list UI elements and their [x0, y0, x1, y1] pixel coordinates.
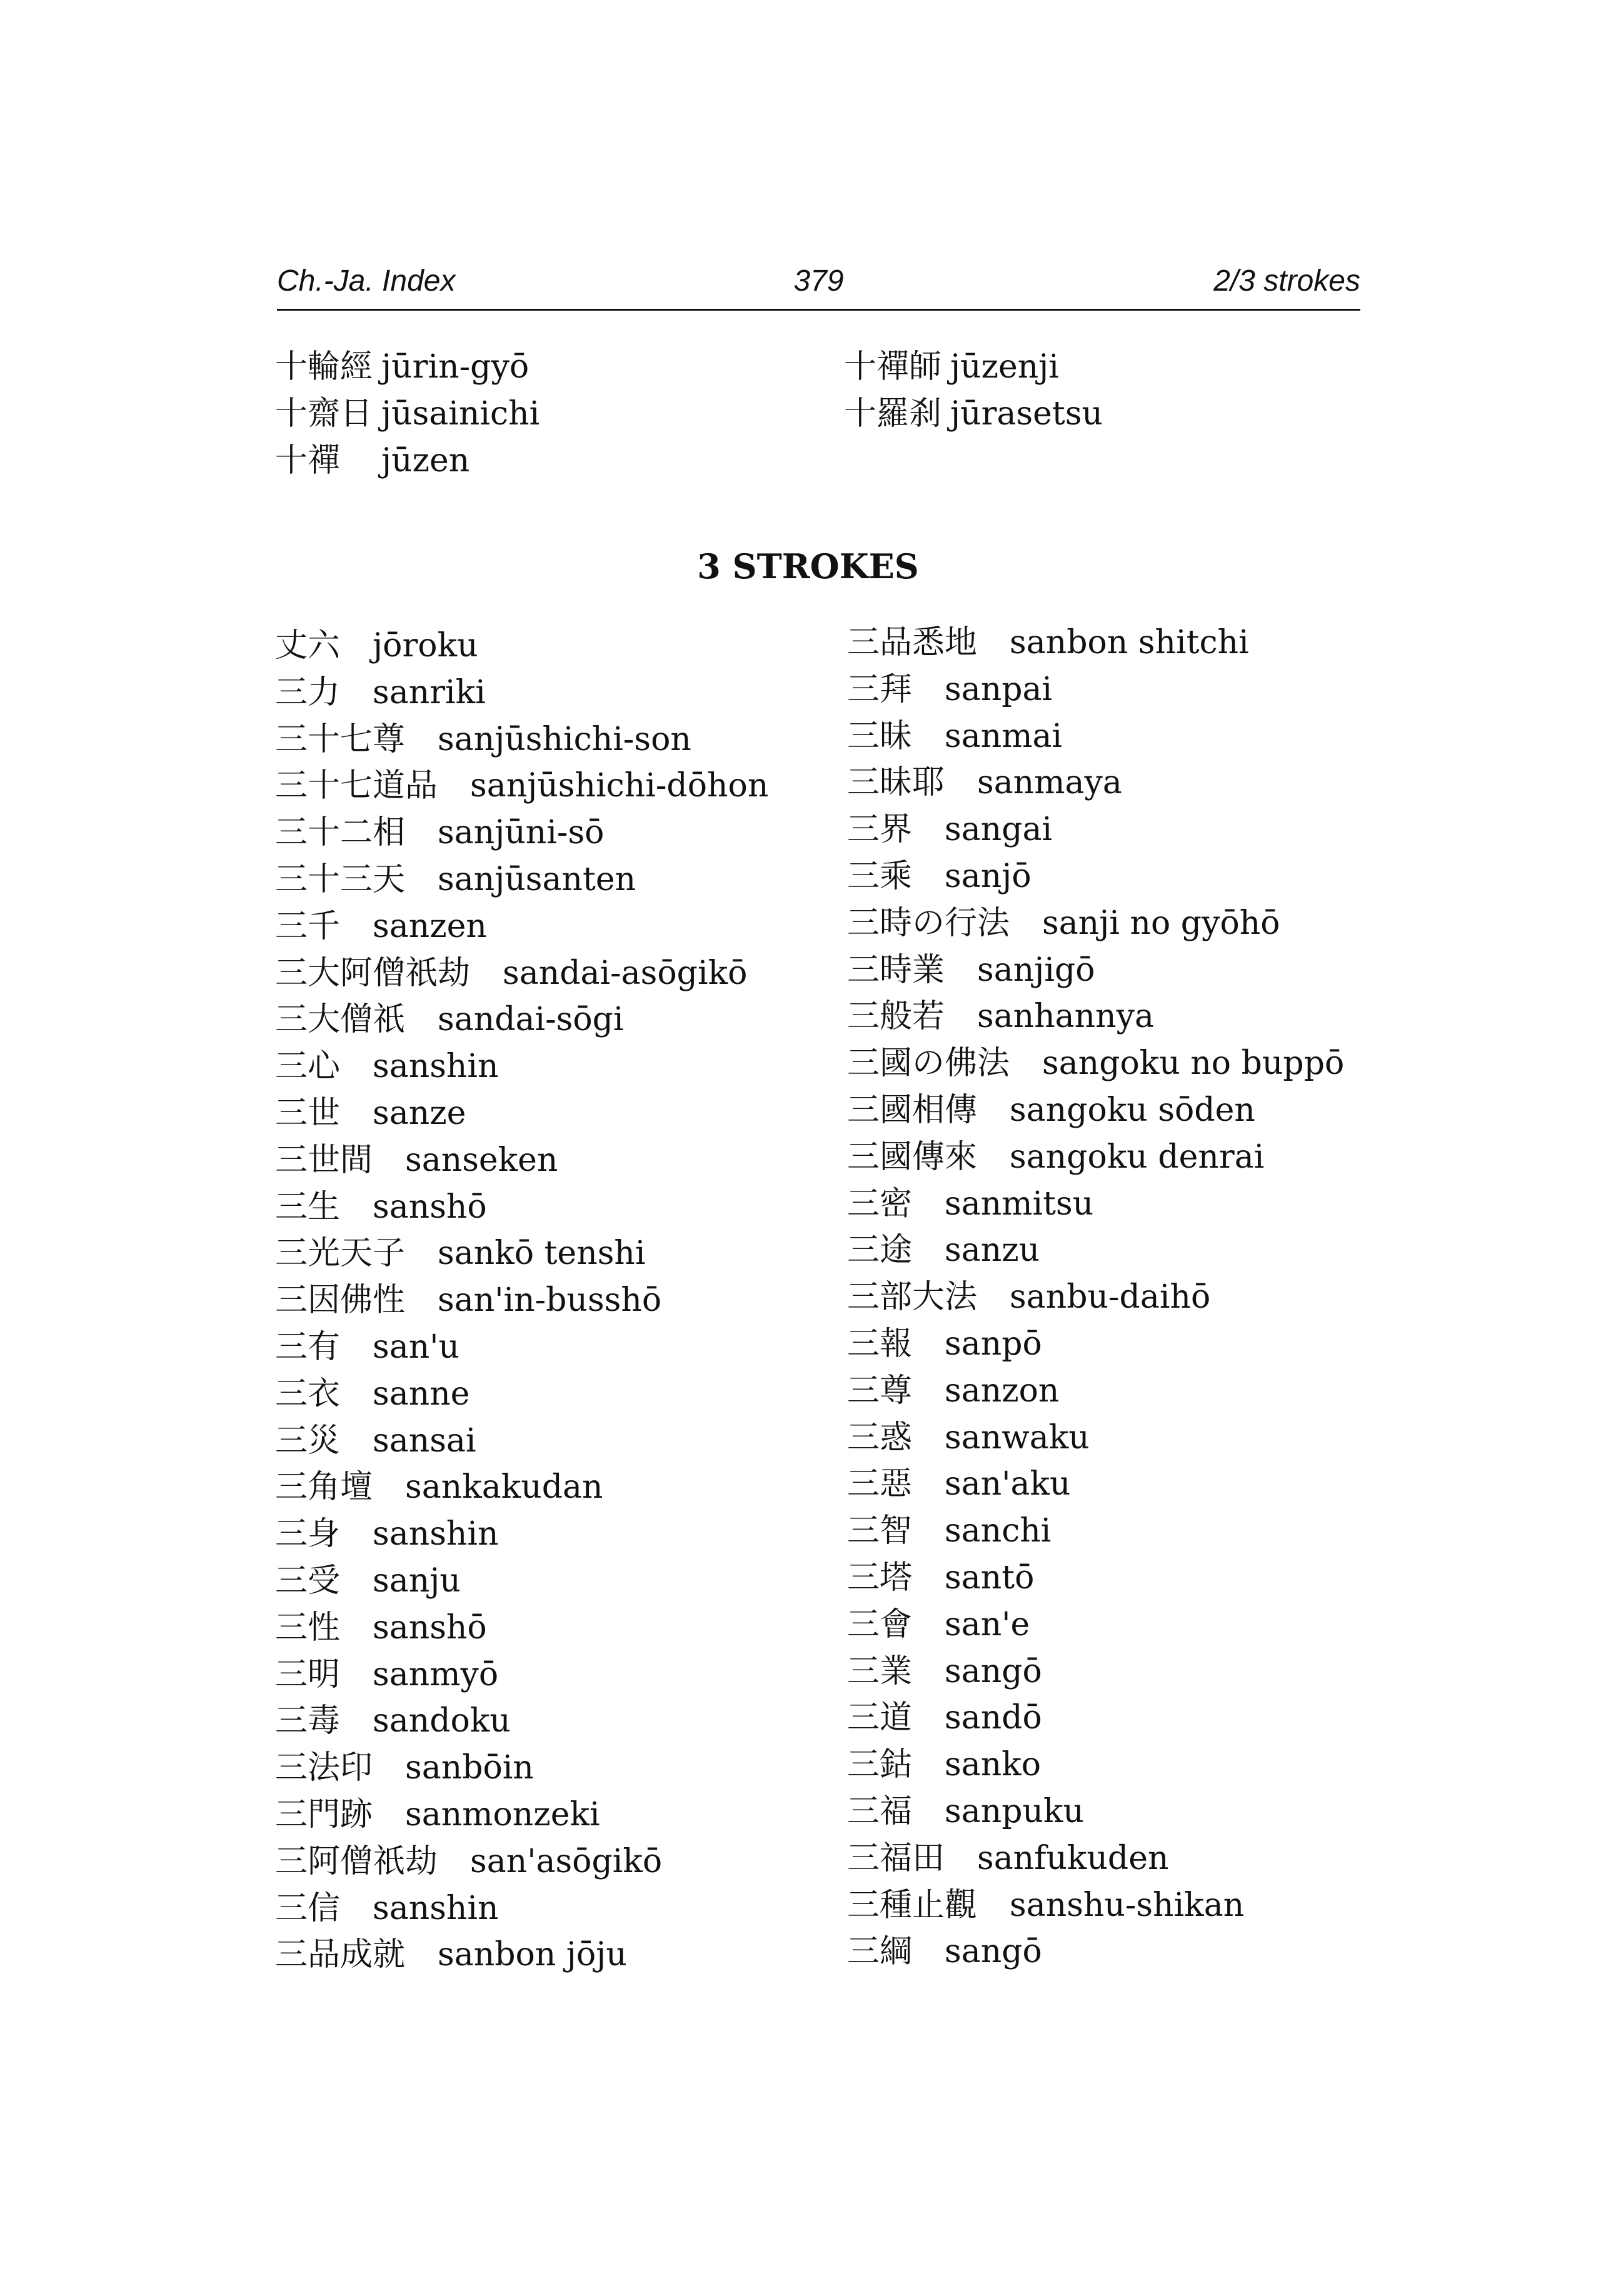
- entry-kanji: 三部大法: [847, 1278, 978, 1316]
- entry-kanji: 三世間: [275, 1141, 373, 1179]
- entry-kanji: 十齋日: [275, 394, 373, 433]
- entry-romaji: sanjūni-sō: [438, 814, 605, 852]
- index-entry: [847, 1274, 1410, 1321]
- entry-romaji: sanbu-daihō: [1010, 1278, 1211, 1316]
- entry-kanji: 三災: [275, 1421, 341, 1460]
- entry-kanji: 三綱: [847, 1933, 913, 1971]
- entry-romaji: sansai: [373, 1421, 476, 1460]
- entry-kanji: 三世: [275, 1094, 341, 1132]
- entry-kanji: 三十七道品: [275, 767, 438, 805]
- index-entry: [847, 1882, 1410, 1929]
- entry-romaji: sanshin: [373, 1889, 499, 1927]
- header-rule: [277, 309, 1360, 311]
- entry-romaji: sanriki: [373, 673, 486, 711]
- index-entry: [847, 1555, 1410, 1602]
- entry-kanji: 三界: [847, 811, 913, 849]
- entry-kanji: 三品悉地: [847, 624, 978, 661]
- top-entries-left: [275, 344, 788, 484]
- entry-romaji: sanmyō: [373, 1655, 499, 1693]
- index-entry: [847, 1415, 1410, 1461]
- entry-romaji: sanmitsu: [945, 1185, 1094, 1223]
- entry-kanji: 三道: [847, 1699, 913, 1737]
- index-entry: [275, 1043, 838, 1090]
- entry-romaji: sankō tenshi: [438, 1235, 646, 1273]
- entry-romaji: sanpai: [945, 670, 1053, 708]
- entry-kanji: 三時の行法: [847, 904, 1010, 942]
- index-entry: [275, 1652, 838, 1698]
- index-entry: [275, 810, 838, 856]
- index-entry: [275, 903, 838, 950]
- entry-kanji: 十輪經: [275, 348, 373, 386]
- entry-kanji: 三法印: [275, 1749, 373, 1787]
- entry-kanji: 三角壇: [275, 1468, 373, 1506]
- entry-kanji: 三門跡: [275, 1795, 373, 1833]
- entry-kanji: 三生: [275, 1188, 341, 1226]
- entry-romaji: sanne: [373, 1375, 470, 1413]
- entry-kanji: 三智: [847, 1512, 913, 1550]
- index-entry: [275, 1418, 838, 1465]
- entry-romaji: sanhannya: [977, 998, 1155, 1036]
- entry-romaji: sanzen: [373, 907, 487, 945]
- entry-romaji: sandoku: [373, 1702, 511, 1740]
- entry-romaji: sanpō: [945, 1325, 1042, 1363]
- entry-romaji: sanjūshichi-dōhon: [470, 767, 769, 805]
- entry-romaji: jōroku: [373, 627, 478, 664]
- entry-kanji: 三衣: [275, 1375, 341, 1413]
- entry-kanji: 三國相傳: [847, 1091, 978, 1129]
- entry-kanji: 十羅刹: [844, 394, 942, 433]
- entry-romaji: sanjūsanten: [438, 860, 636, 898]
- entry-kanji: 三會: [847, 1605, 913, 1643]
- top-entries-right: [844, 344, 1357, 438]
- entry-kanji: 三光天子: [275, 1235, 406, 1273]
- entry-romaji: sanjigō: [977, 951, 1095, 989]
- entry-romaji: sanshin: [373, 1515, 499, 1553]
- entry-kanji: 三塔: [847, 1558, 913, 1597]
- entry-kanji: 三有: [275, 1328, 341, 1366]
- entry-romaji: sanko: [945, 1746, 1041, 1784]
- entry-romaji: sanbōin: [405, 1749, 534, 1787]
- index-entry: [275, 1184, 838, 1231]
- index-entry: [275, 1838, 838, 1885]
- entry-kanji: 三乘: [847, 857, 913, 895]
- entry-kanji: 三鈷: [847, 1746, 913, 1784]
- index-entry: [275, 1792, 838, 1838]
- entry-kanji: 三身: [275, 1515, 341, 1553]
- entry-romaji: sanbon shitchi: [1010, 624, 1249, 661]
- entry-kanji: 十禪: [275, 441, 341, 479]
- index-entry: [847, 1181, 1410, 1228]
- entry-kanji: 三大阿僧祇劫: [275, 954, 471, 992]
- index-entry: [275, 391, 788, 438]
- index-entry: [275, 763, 838, 810]
- index-entry: [847, 1227, 1410, 1274]
- index-entry: [847, 1508, 1410, 1555]
- entry-romaji: san'e: [945, 1605, 1030, 1643]
- index-entry: [275, 1090, 838, 1137]
- entry-kanji: 三國傳來: [847, 1138, 978, 1176]
- entry-romaji: sanji no gyōhō: [1042, 904, 1280, 942]
- index-entry: [275, 1324, 838, 1371]
- index-entry: [847, 853, 1410, 900]
- page-header: [277, 263, 1360, 306]
- index-entry: [847, 759, 1410, 806]
- entry-kanji: 三國の佛法: [847, 1045, 1010, 1083]
- entry-kanji: 三尊: [847, 1371, 913, 1410]
- entry-kanji: 三性: [275, 1608, 341, 1647]
- index-entry: [847, 1368, 1410, 1415]
- entry-kanji: 三大僧祇: [275, 1001, 406, 1039]
- entry-romaji: san'in-busshō: [438, 1281, 662, 1320]
- index-entry: [847, 713, 1410, 760]
- entry-romaji: sanchi: [945, 1512, 1051, 1550]
- index-entry: [844, 391, 1357, 438]
- entry-romaji: jūrasetsu: [950, 394, 1103, 433]
- index-entry: [275, 1371, 838, 1418]
- entry-romaji: sangai: [945, 811, 1053, 849]
- entry-kanji: 三時業: [847, 951, 945, 989]
- entry-kanji: 三福田: [847, 1839, 945, 1877]
- index-entry: [275, 344, 788, 391]
- index-entry: [275, 1698, 838, 1745]
- index-entry: [844, 344, 1357, 391]
- index-entry: [847, 1321, 1410, 1368]
- entry-romaji: sanzon: [945, 1371, 1060, 1410]
- index-entry: [847, 806, 1410, 853]
- index-entry: [847, 1742, 1410, 1788]
- entry-romaji: sangō: [945, 1652, 1042, 1690]
- entry-kanji: 三心: [275, 1048, 341, 1086]
- entry-kanji: 三報: [847, 1325, 913, 1363]
- index-entry: [847, 666, 1410, 713]
- entry-romaji: sanze: [373, 1094, 466, 1132]
- entry-romaji: sanseken: [405, 1141, 558, 1179]
- page-number: 379: [793, 264, 844, 298]
- entry-kanji: 三品成就: [275, 1936, 406, 1974]
- index-entry: [847, 1040, 1410, 1087]
- index-entry: [847, 1695, 1410, 1742]
- entry-kanji: 三惡: [847, 1465, 913, 1503]
- entry-romaji: sanjō: [945, 857, 1031, 895]
- entry-kanji: 三明: [275, 1655, 341, 1693]
- entry-romaji: sanmaya: [977, 764, 1122, 802]
- entry-romaji: sanwaku: [945, 1418, 1090, 1456]
- index-entry: [847, 1928, 1410, 1975]
- index-entry: [275, 950, 838, 997]
- entry-romaji: sanshin: [373, 1048, 499, 1086]
- index-entry: [275, 1511, 838, 1558]
- index-entry: [847, 1087, 1410, 1134]
- entry-kanji: 三十二相: [275, 814, 406, 852]
- index-entry: [275, 1745, 838, 1792]
- entry-kanji: 丈六: [275, 627, 341, 664]
- entry-kanji: 三拜: [847, 670, 913, 708]
- index-entry: [275, 1230, 838, 1277]
- entry-romaji: sangoku sōden: [1010, 1091, 1255, 1129]
- entry-kanji: 三昧: [847, 717, 913, 755]
- entry-kanji: 十禪師: [844, 348, 942, 386]
- entry-romaji: sanpuku: [945, 1792, 1084, 1830]
- entry-romaji: sankakudan: [405, 1468, 603, 1506]
- entry-romaji: sanju: [373, 1562, 461, 1600]
- entry-romaji: jūrin-gyō: [381, 348, 529, 386]
- index-column-right: [847, 619, 1410, 1975]
- index-entry: [275, 1464, 838, 1511]
- entry-romaji: sanjūshichi-son: [438, 720, 691, 758]
- entry-romaji: jūzen: [381, 441, 470, 479]
- index-entry: [275, 623, 838, 669]
- entry-romaji: san'u: [373, 1328, 459, 1366]
- index-entry: [847, 1461, 1410, 1508]
- index-column-left: [275, 623, 838, 1978]
- entry-romaji: sangō: [945, 1933, 1042, 1971]
- index-entry: [847, 619, 1410, 666]
- index-entry: [847, 900, 1410, 947]
- index-entry: [275, 996, 838, 1043]
- index-entry: [275, 1605, 838, 1652]
- index-entry: [275, 438, 788, 484]
- entry-kanji: 三密: [847, 1185, 913, 1223]
- entry-kanji: 三種止觀: [847, 1886, 978, 1924]
- entry-romaji: sanbon jōju: [438, 1936, 627, 1974]
- index-entry: [275, 716, 838, 763]
- index-entry: [275, 1885, 838, 1932]
- index-entry: [275, 1932, 838, 1978]
- entry-kanji: 三信: [275, 1889, 341, 1927]
- entry-kanji: 三十三天: [275, 860, 406, 898]
- entry-kanji: 三十七尊: [275, 720, 406, 758]
- stroke-range: 2/3 strokes: [1213, 264, 1360, 298]
- running-title: Ch.-Ja. Index: [277, 264, 456, 298]
- entry-romaji: sanmonzeki: [405, 1795, 600, 1833]
- entry-kanji: 三力: [275, 673, 341, 711]
- entry-romaji: sangoku no buppō: [1042, 1045, 1345, 1083]
- entry-kanji: 三惑: [847, 1418, 913, 1456]
- index-entry: [847, 1648, 1410, 1695]
- entry-kanji: 三毒: [275, 1702, 341, 1740]
- index-entry: [847, 947, 1410, 994]
- entry-kanji: 三千: [275, 907, 341, 945]
- index-entry: [275, 856, 838, 903]
- entry-romaji: sanmai: [945, 717, 1063, 755]
- index-entry: [847, 993, 1410, 1040]
- entry-romaji: sangoku denrai: [1010, 1138, 1265, 1176]
- entry-kanji: 三受: [275, 1562, 341, 1600]
- entry-romaji: sanshō: [373, 1608, 487, 1647]
- entry-romaji: san'asōgikō: [470, 1842, 663, 1880]
- entry-romaji: santō: [945, 1558, 1035, 1597]
- entry-romaji: sanshu-shikan: [1010, 1886, 1245, 1924]
- index-entry: [847, 1602, 1410, 1648]
- entry-kanji: 三般若: [847, 998, 945, 1036]
- index-entry: [847, 1134, 1410, 1181]
- entry-kanji: 三阿僧祇劫: [275, 1842, 438, 1880]
- entry-romaji: jūzenji: [950, 348, 1060, 386]
- entry-romaji: sandai-sōgi: [438, 1001, 624, 1039]
- index-entry: [275, 1277, 838, 1324]
- entry-romaji: sanshō: [373, 1188, 487, 1226]
- entry-romaji: san'aku: [945, 1465, 1071, 1503]
- section-title: 3 STROKES: [697, 546, 919, 586]
- index-entry: [847, 1788, 1410, 1835]
- entry-kanji: 三昧耶: [847, 764, 945, 802]
- entry-kanji: 三途: [847, 1231, 913, 1270]
- entry-kanji: 三因佛性: [275, 1281, 406, 1320]
- entry-romaji: sanzu: [945, 1231, 1040, 1270]
- index-entry: [275, 1558, 838, 1605]
- entry-romaji: sandō: [945, 1699, 1042, 1737]
- entry-kanji: 三業: [847, 1652, 913, 1690]
- entry-romaji: sandai-asōgikō: [503, 954, 748, 992]
- entry-romaji: jūsainichi: [381, 394, 540, 433]
- index-entry: [275, 1137, 838, 1184]
- entry-kanji: 三福: [847, 1792, 913, 1830]
- entry-romaji: sanfukuden: [977, 1839, 1169, 1877]
- index-entry: [275, 669, 838, 716]
- index-entry: [847, 1835, 1410, 1882]
